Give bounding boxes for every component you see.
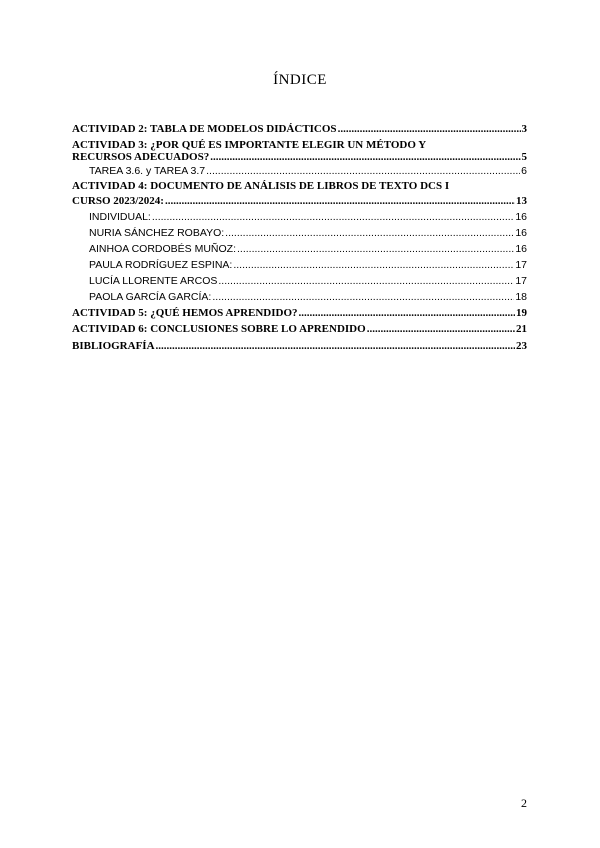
toc-dot-leader: [237, 241, 514, 257]
toc-entry-page: 21: [516, 323, 527, 335]
toc-dot-leader: [338, 122, 521, 137]
toc-entry-page: 16: [515, 227, 527, 239]
page-number: 2: [521, 796, 527, 810]
toc-dot-leader: [233, 257, 514, 273]
toc-entry-label: ACTIVIDAD 5: ¿QUÉ HEMOS APRENDIDO?: [72, 307, 298, 319]
toc-entry-tarea-3-6[interactable]: [72, 163, 527, 179]
toc-entry-paola[interactable]: [72, 289, 527, 305]
toc-entry-actividad-6[interactable]: [72, 321, 527, 338]
toc-entry-nuria[interactable]: [72, 225, 527, 241]
toc-dot-leader: [210, 151, 520, 163]
toc-entry-page: 13: [516, 195, 527, 207]
toc-dot-leader: [367, 321, 515, 338]
toc-dot-leader: [206, 163, 520, 179]
toc-entry-actividad-3[interactable]: [72, 139, 527, 163]
toc-dot-leader: [212, 289, 514, 305]
toc-entry-actividad-2[interactable]: [72, 122, 527, 137]
toc-dot-leader: [152, 209, 514, 225]
toc-entry-page: 3: [521, 123, 527, 135]
toc-dot-leader: [156, 338, 515, 354]
toc-entry-label: ACTIVIDAD 2: TABLA DE MODELOS DIDÁCTICOS: [72, 123, 337, 135]
toc-entry-page: 6: [521, 165, 527, 177]
toc-entry-label: LUCÍA LLORENTE ARCOS: [89, 275, 218, 287]
toc-entry-label: AINHOA CORDOBÉS MUÑOZ:: [89, 243, 237, 255]
toc-entry-label-line2: CURSO 2023/2024:: [72, 195, 164, 207]
toc-entry-page: 17: [515, 259, 527, 271]
toc-entry-page: 23: [516, 340, 527, 352]
toc-dot-leader: [225, 225, 514, 241]
toc-entry-page: 17: [515, 275, 527, 287]
toc-entry-paula[interactable]: [72, 257, 527, 273]
toc-entry-page: 16: [515, 211, 527, 223]
toc-entry-label-line1: ACTIVIDAD 3: ¿POR QUÉ ES IMPORTANTE ELEGIR UN MÉTODO Y: [72, 139, 427, 151]
toc-entry-ainhoa[interactable]: [72, 241, 527, 257]
toc-entry-actividad-5[interactable]: [72, 305, 527, 321]
toc-entry-label-line2: RECURSOS ADECUADOS?: [72, 151, 210, 163]
toc-entry-label: ACTIVIDAD 6: CONCLUSIONES SOBRE LO APRENDIDO: [72, 323, 366, 335]
toc-entry-page: 16: [515, 243, 527, 255]
toc-entry-individual[interactable]: [72, 209, 527, 225]
toc-entry-lucia[interactable]: [72, 273, 527, 289]
toc-entry-bibliografia[interactable]: [72, 338, 527, 354]
toc-entry-label: BIBLIOGRAFÍA: [72, 340, 155, 352]
toc-entry-actividad-4[interactable]: [72, 179, 527, 209]
toc-entry-label: PAULA RODRÍGUEZ ESPINA:: [89, 259, 233, 271]
table-of-contents: [72, 122, 527, 354]
toc-entry-page: 19: [516, 307, 527, 319]
toc-dot-leader: [299, 305, 515, 321]
toc-entry-label-line1: ACTIVIDAD 4: DOCUMENTO DE ANÁLISIS DE LIBROS DE TEXTO DCS I: [72, 180, 450, 192]
toc-entry-page: 5: [521, 151, 527, 163]
page-title: ÍNDICE: [273, 72, 327, 88]
toc-entry-label: INDIVIDUAL:: [89, 211, 151, 223]
toc-dot-leader: [218, 273, 514, 289]
toc-entry-label: TAREA 3.6. y TAREA 3.7: [89, 165, 206, 177]
toc-entry-page: 18: [515, 291, 527, 303]
toc-dot-leader: [165, 194, 515, 209]
toc-entry-label: PAOLA GARCÍA GARCÍA:: [89, 291, 212, 303]
toc-entry-label: NURIA SÁNCHEZ ROBAYO:: [89, 227, 225, 239]
